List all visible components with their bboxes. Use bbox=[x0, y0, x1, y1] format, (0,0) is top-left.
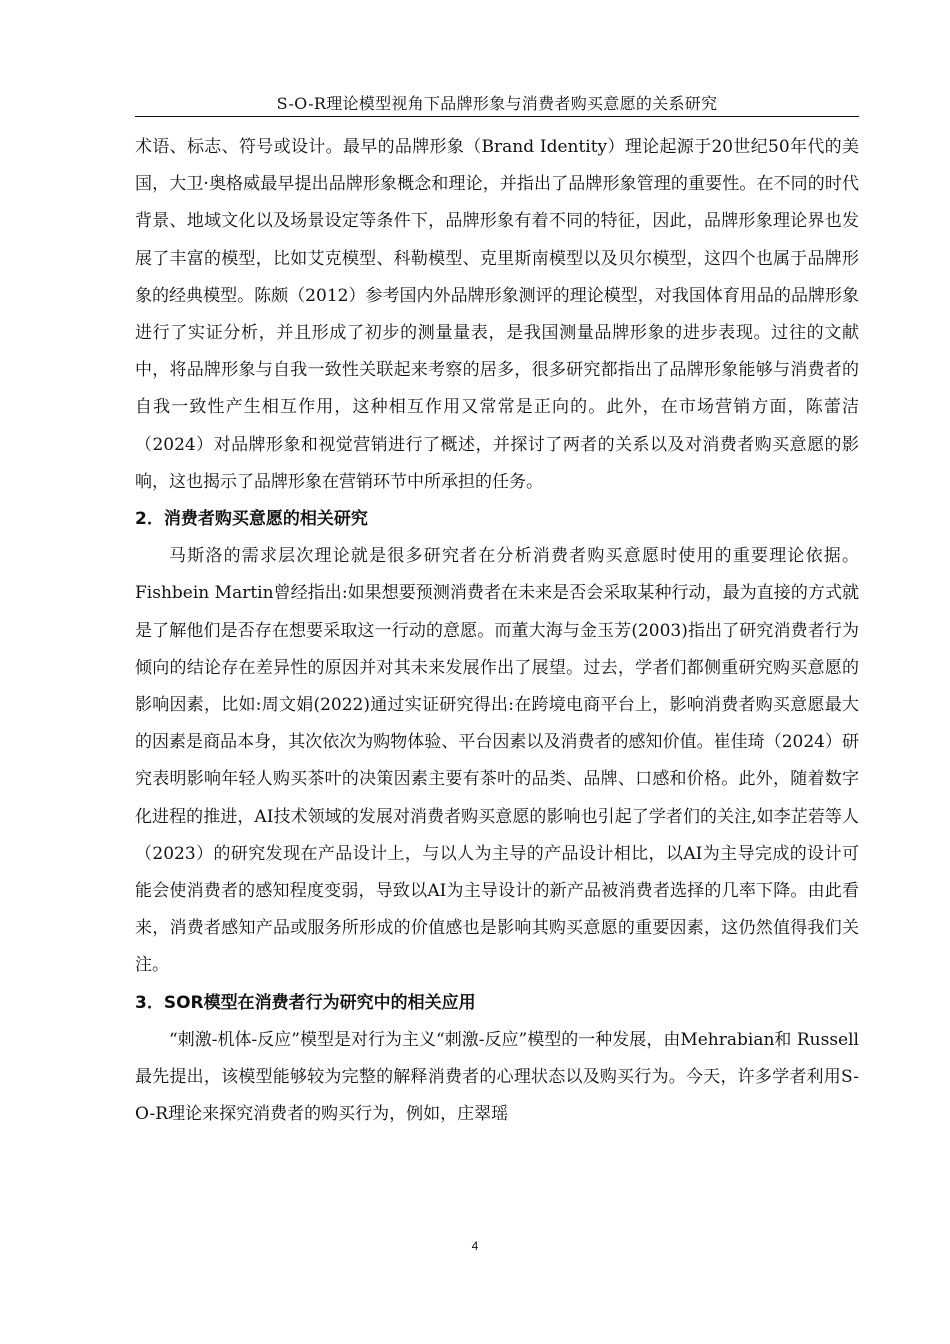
paragraph-sor-model: “刺激-机体-反应”模型是对行为主义“刺激-反应”模型的一种发展，由Mehrabian和 Russell最先提出，该模型能够较为完整的解释消费者的心理状态以及购买行为。今天，许多学者利用S-O-R理论来探究消费者的购买行为，例如，庄翠瑶 bbox=[135, 1029, 859, 1125]
page-number: 4 bbox=[471, 1239, 479, 1253]
running-header: S-O-R理论模型视角下品牌形象与消费者购买意愿的关系研究 bbox=[135, 92, 859, 117]
paragraph-purchase-intention: 马斯洛的需求层次理论就是很多研究者在分析消费者购买意愿时使用的重要理论依据。Fishbein Martin曾经指出:如果想要预测消费者在未来是否会采取某种行动，最为直接的方式就是了解他们是否存在想要采取这一行动的意愿。而董大海与金玉芳(2003)指出了研究消费者行为倾向的结论存在差异性的原因并对其未来发展作出了展望。过去，学者们都侧重研究购买意愿的影响因素，比如:周文娟(2022)通过实证研究得出:在跨境电商平台上，影响消费者购买意愿最大的因素是商品本身，其次依次为购物体验、平台因素以及消费者的感知价值。崔佳琦（2024）研究表明影响年轻人购买茶叶的决策因素主要有茶叶的品类、品牌、口感和价格。此外，随着数字化进程的推进，AI技术领域的发展对消费者购买意愿的影响也引起了学者们的关注,如李芷菪等人（2023）的研究发现在产品设计上，与以人为主导的产品设计相比，以AI为主导完成的设计可能会使消费者的感知程度变弱，导致以AI为主导设计的新产品被消费者选择的几率下降。由此看来，消费者感知产品或服务所形成的价值感也是影响其购买意愿的重要因素，这仍然值得我们关注。 bbox=[135, 546, 859, 976]
section-heading-purchase-intention: 2．消费者购买意愿的相关研究 bbox=[135, 509, 368, 530]
document-body bbox=[135, 129, 859, 1133]
section-heading-sor-model: 3．SOR模型在消费者行为研究中的相关应用 bbox=[135, 992, 476, 1013]
paragraph-brand-image-theory: 术语、标志、符号或设计。最早的品牌形象（Brand Identity）理论起源于20世纪50年代的美国，大卫·奥格威最早提出品牌形象概念和理论，并指出了品牌形象管理的重要性。在不同的时代背景、地域文化以及场景设定等条件下，品牌形象有着不同的特征，因此，品牌形象理论界也发展了丰富的模型，比如艾克模型、科勒模型、克里斯南模型以及贝尔模型，这四个也属于品牌形象的经典模型。陈颇（2012）参考国内外品牌形象测评的理论模型，对我国体育用品的品牌形象进行了实证分析，并且形成了初步的测量量表，是我国测量品牌形象的进步表现。过往的文献中，将品牌形象与自我一致性关联起来考察的居多，很多研究都指出了品牌形象能够与消费者的自我一致性产生相互作用，这种相互作用又常常是正向的。此外，在市场营销方面，陈蕾洁（2024）对品牌形象和视觉营销进行了概述，并探讨了两者的关系以及对消费者购买意愿的影响，这也揭示了品牌形象在营销环节中所承担的任务。 bbox=[135, 137, 859, 492]
